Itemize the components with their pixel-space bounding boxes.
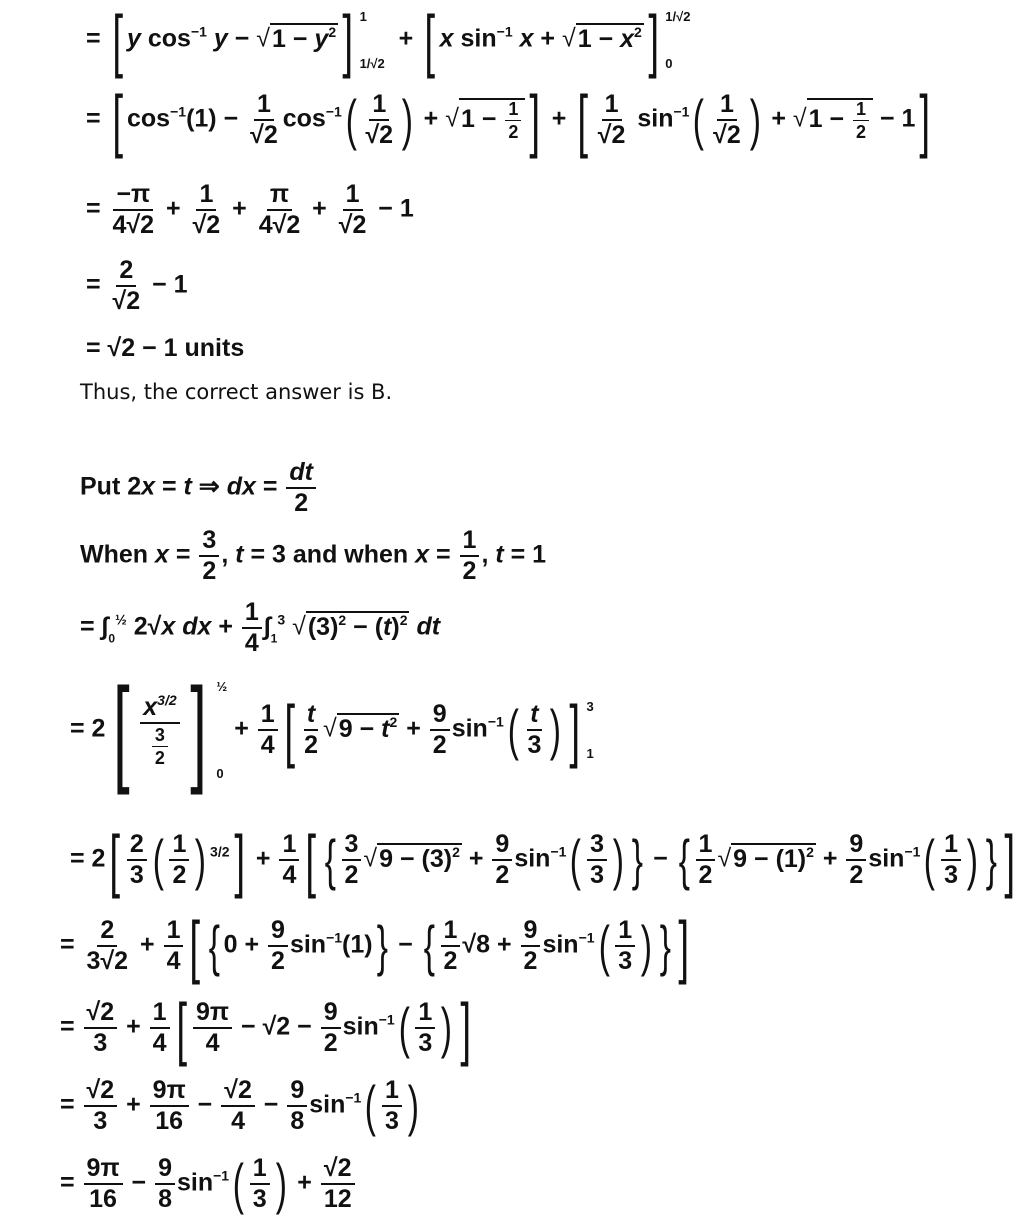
p2-line-5: = $\frac{√2}{3}$ + $\frac{1}{4}$ [ $\frac{9\pi}{4}$ − √2 − $\frac{9}{2}$ $\sin^{-1}$( $\frac{1}{3}$ ) ] [60,989,471,1067]
p2-line-3: = 2[ $\frac{2}{3}$ ( $\frac{1}{2}$ ) $^{3/2}$] + $\frac{1}{4}$ [ { $\frac{3}{2}$ $√9 - (3)^2$ + $\frac{9}{2}$ $\sin^{-1}$( $\frac{3}{3}$ ) } − { $\frac{1}{2}$ $√9 - (1)^2$ + $\frac{9}{2}$ $\sin^{-1}$( $\frac{1}{3}$ ) } ] [70,821,1016,899]
p2-limits: When x = $\frac{3}{2}$ , t = 3 and when x = $\frac{1}{2}$ , t = 1 [80,526,547,585]
p1-line-4: = $\frac{2}{√2}$ − 1 [86,256,188,315]
p1-line-5: = √2 − 1 units [86,334,245,362]
p2-line-2: = 2[ $\frac{x^{3/2}}{\frac{3}{2}}$ ] ½ 0 + $\frac{1}{4}$ [ $\frac{t}{2}$ $√9 - t^2$ + $\frac{9}{2}$ $\sin^{-1}$( $\frac{t}{3}$ ) ] 3 1 [70,663,594,796]
p1-line-2: = [ $\cos^{-1}(1)$ − $\frac{1}{√2}$ $\cos^{-1}$( $\frac{1}{√2}$ ) + √1 − $\frac{1}{2}$ ] + [ $\frac{1}{√2}$ $\sin^{-1}$( $\frac{1}{√2}$ ) + √1 − $\frac{1}{2}$ − 1] [86,81,931,159]
p1-line-3: = $\frac{-\pi}{4√2}$ + $\frac{1}{√2}$ + $\frac{\pi}{4√2}$ + $\frac{1}{√2}$ − 1 [86,180,414,239]
p2-line-4: = $\frac{2}{3√2}$ + $\frac{1}{4}$ [ { 0 + $\frac{9}{2}$ $\sin^{-1}(1)$} − { $\frac{1}{2}$ √8 + $\frac{9}{2}$ $\sin^{-1}$( $\frac{1}{3}$ ) } ] [60,907,690,985]
p2-line-7: = $\frac{9\pi}{16}$ − $\frac{9}{8}$ $\sin^{-1}$( $\frac{1}{3}$ ) + $\frac{√2}{12}$ [60,1156,357,1212]
p2-line-6: = $\frac{√2}{3}$ + $\frac{9\pi}{16}$ − $\frac{√2}{4}$ − $\frac{9}{8}$ $\sin^{-1}$( $\frac{1}{3}$ ) [60,1073,419,1137]
p2-substitution: Put 2x = t ⇒ dx = $\frac{dt}{2}$ [80,460,318,516]
p2-line-1: = $\int_0^{\frac{1}{2}}$ 2√x dx + $\frac{1}{4}$ $\int_1^3$ $√(3)^2 - (t)^2$ dt [80,598,441,657]
conclusion-text: Thus, the correct answer is B. [80,380,393,404]
p1-line-1: = [ y $\cos^{-1} y - √1 - y^2$] 1 1/√2 + [ x $\sin^{-1} x + √1 - x^2$] 1/√2 0 [86,1,691,79]
